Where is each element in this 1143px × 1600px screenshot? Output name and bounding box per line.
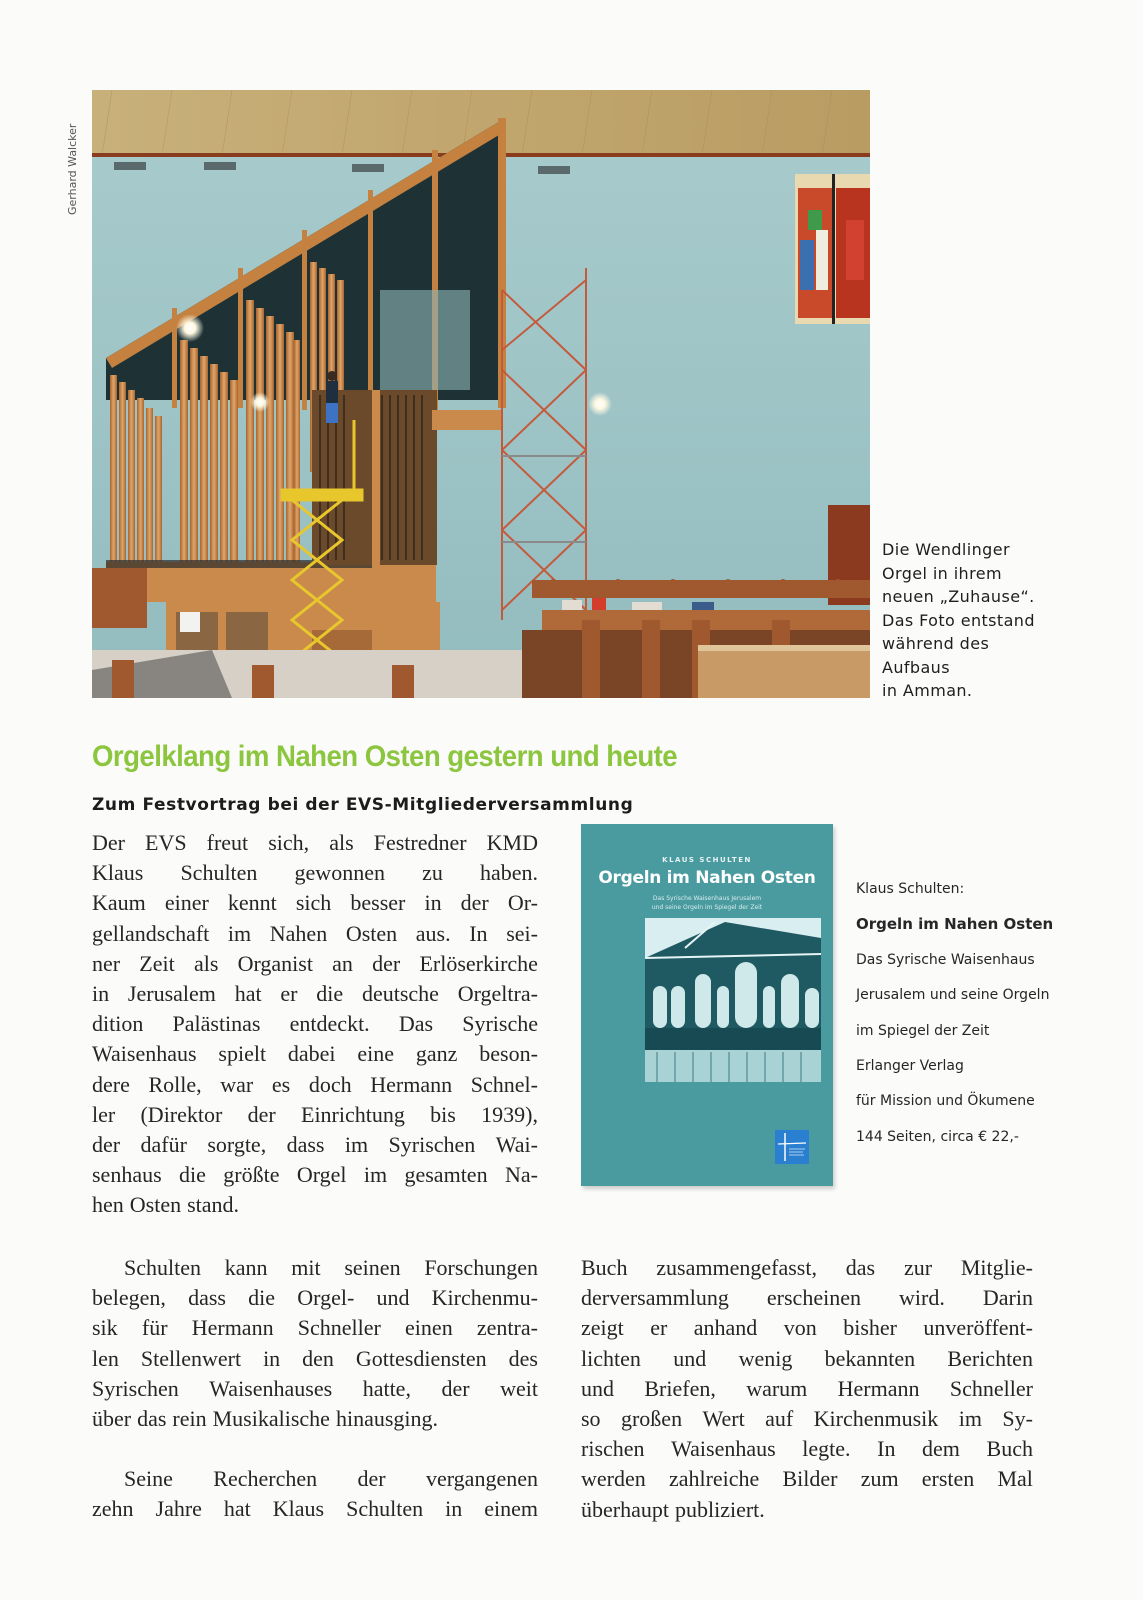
word: zusammengefasst, [656,1255,817,1280]
word: bisher [843,1315,897,1341]
word: Schnel- [470,1071,538,1097]
text-line [92,1344,538,1374]
word: sich, [268,830,310,855]
word: Erlöserkirche [419,950,538,976]
word: hatte, [362,1375,411,1401]
word: Syrischen [388,1132,476,1158]
word: Rolle, [148,1071,202,1097]
word: Darin [982,1285,1033,1311]
word: Briefen, [644,1375,716,1401]
word: deutsche [361,981,439,1007]
word: senhaus [92,1162,162,1188]
word: über [92,1406,132,1432]
text-line [92,949,538,979]
word: das [137,1406,167,1432]
word: Stellenwert [140,1345,242,1371]
word: dem [922,1436,960,1462]
book-info-author: Klaus Schulten: [856,881,965,897]
word: dass [188,1285,226,1311]
word: es [271,1071,291,1097]
word: die [316,981,344,1007]
word: zehn [92,1496,134,1522]
word: In [469,920,488,946]
book-cover-organ-image [645,918,821,1082]
word: Orgel- [297,1285,355,1311]
word: Einrichtung [301,1101,405,1127]
word: Schneller [949,1375,1033,1401]
caption-line: in Amman. [882,681,973,700]
word: in [92,981,110,1007]
word: Jahre [155,1496,202,1522]
word: sik [92,1315,118,1341]
word: weit [500,1375,538,1401]
word: großen [620,1406,683,1432]
word: bekannten [824,1345,916,1371]
word: größte [223,1162,280,1188]
text-line [92,828,538,858]
word: dabei [287,1041,336,1067]
word: sei- [506,920,538,946]
text-line [92,979,538,1009]
word: war [220,1071,254,1097]
word: im [363,1162,388,1188]
word: überhaupt [581,1496,669,1522]
word: der [92,1132,121,1158]
word: die [179,1162,206,1188]
book-cover [581,824,833,1186]
word: dass [286,1132,325,1158]
text-line [92,1404,538,1434]
word: Sy- [1002,1406,1033,1432]
word: in [445,1496,463,1522]
text-line [92,858,538,888]
word: besser [350,890,406,916]
word: rischen [581,1436,645,1462]
word: Bilder [782,1466,838,1492]
word: werden [581,1466,646,1492]
word: er [650,1315,668,1341]
caption-line: während des [882,634,990,653]
word: Syrische [462,1011,538,1037]
word: gellandschaft [92,920,210,946]
word: Na- [504,1162,538,1188]
word: stand. [187,1192,240,1218]
word: ersten [921,1466,975,1492]
word: gesamten [404,1162,488,1188]
word: des [508,1345,538,1371]
word: ler [92,1101,116,1127]
word: len [92,1345,119,1371]
word: zentra- [476,1315,538,1341]
article-subheadline: Zum Festvortrag bei der EVS-Mitgliederversammlung [92,795,634,815]
text-line [92,888,538,918]
word: doch [308,1071,352,1097]
book-cover-author: KLAUS SCHULTEN [662,856,752,864]
word: Mitglie- [960,1255,1033,1280]
text-line [92,1374,538,1404]
text-line [581,1344,1033,1374]
text-line [92,919,538,949]
text-line [581,1374,1033,1404]
word: Der [92,830,125,855]
word: Wert [702,1406,745,1432]
word: Palästinas [172,1011,261,1037]
caption-line: Das Foto entstand [882,610,1035,630]
text-line [92,1190,538,1220]
text-line [581,1283,1033,1313]
cardboard-box [698,645,870,698]
word: die [248,1285,276,1311]
word: Hermann [191,1315,274,1341]
book-cover-subtitle-line: und seine Orgeln im Spiegel der Zeit [651,904,763,911]
word: KMD [486,830,538,855]
word: aus. [415,920,451,946]
book-info-publisher: Erlanger Verlag [856,1058,964,1075]
book-info [856,872,1096,1155]
word: hen [92,1192,124,1218]
text-line [92,1039,538,1069]
word: zahlreiche [668,1466,760,1492]
word: belegen, [92,1285,166,1311]
word: Musikalische [212,1406,330,1432]
text-line [581,1404,1033,1434]
word: auf [765,1406,794,1432]
text-line [92,1070,538,1100]
paragraph-3-continued [581,1253,1033,1525]
word: der [441,1375,470,1401]
word: hinausging. [335,1406,439,1432]
word: der [247,1101,276,1127]
word: einer [164,890,209,916]
text-line [581,1495,1033,1525]
article-headline: Orgelklang im Nahen Osten gestern und heute [92,740,678,773]
word: spielt [218,1041,267,1067]
word: dition [92,1011,144,1037]
text-line [92,1494,538,1524]
word: der [460,890,489,916]
word: publiziert. [674,1496,765,1522]
word: dere [92,1071,130,1097]
text-line [92,1253,538,1283]
paragraph-2 [92,1253,538,1434]
word: Schulten [180,860,258,886]
word: Das [398,1011,434,1037]
word: der [372,950,401,976]
word: Kirchenmu- [431,1285,538,1311]
organ-photo-illustration [92,90,870,698]
paragraph-1 [92,828,538,1221]
text-line [92,1160,538,1190]
word: Jerusalem [127,981,216,1007]
word: das [845,1255,876,1280]
word: einen [405,1315,453,1341]
word: unveröffent- [923,1315,1033,1341]
organ-photo [92,90,870,698]
word: Berichten [947,1345,1033,1371]
word: Orgeltra- [457,981,538,1007]
stained-glass-window [795,174,870,324]
word: seinen [344,1255,401,1280]
text-line [92,1313,538,1343]
word: für [141,1315,168,1341]
paragraph-3 [92,1464,538,1524]
text-line [92,1130,538,1160]
word: Osten [129,1192,182,1218]
word: und [673,1345,707,1371]
word: haben. [479,860,538,886]
text-line [92,1464,538,1494]
book-cover-subtitle-line: Das Syrische Waisenhaus Jerusalem [652,895,762,902]
word: zeigt [581,1315,624,1341]
word: Orgel [296,1162,347,1188]
word: an [332,950,353,976]
word: Seine [124,1466,173,1491]
book-cover-subtitle [581,894,833,912]
word: beson- [479,1041,538,1067]
text-line [581,1253,1033,1283]
word: kennt [227,890,277,916]
publisher-cross-logo-icon [775,1130,809,1164]
word: von [783,1315,817,1341]
word: Schulten [346,1496,424,1522]
word: als [193,950,219,976]
word: lichten [581,1345,641,1371]
book-info-publisher: für Mission und Ökumene [856,1093,1035,1110]
word: in [263,1345,281,1371]
word: der [357,1466,386,1491]
word: warum [746,1375,808,1401]
word: und [581,1375,614,1401]
word: Nahen [269,920,328,946]
word: hat [223,1496,251,1522]
word: EVS [145,830,187,855]
word: Zeit [139,950,175,976]
word: Schneller [297,1315,381,1341]
word: so [581,1406,601,1432]
word: Klaus [92,860,144,886]
word: Gottesdiensten [355,1345,487,1371]
book-info-subtitle: Jerusalem und seine Orgeln [856,987,1050,1004]
book-info-subtitle: Das Syrische Waisenhaus [856,951,1035,968]
word: Kaum [92,890,146,916]
word: anhand [693,1315,758,1341]
word: Waisenhaus [671,1436,776,1462]
text-line [92,1100,538,1130]
caption-line: neuen „Zuhause“. [882,587,1035,606]
word: den [302,1345,334,1371]
word: im [227,920,252,946]
word: Waisenhaus [92,1041,197,1067]
word: er [280,981,298,1007]
word: ganz [415,1041,458,1067]
word: ner [92,950,121,976]
word: Buch [986,1436,1033,1462]
photo-credit: Gerhard Walcker [66,123,79,215]
word: 1939), [481,1101,538,1127]
word: Hermann [837,1375,920,1401]
word: mit [291,1255,321,1280]
word: derversammlung [581,1285,729,1311]
word: Waisenhauses [209,1375,333,1401]
word: entdeckt. [289,1011,370,1037]
word: hat [234,981,262,1007]
word: Kirchenmusik [813,1406,939,1432]
word: im [344,1132,369,1158]
word: Klaus [272,1496,325,1522]
text-line [92,1009,538,1039]
word: In [877,1436,896,1462]
word: vergangenen [425,1466,538,1491]
word: Forschungen [424,1255,538,1280]
word: sorgte, [207,1132,267,1158]
text-line [581,1464,1033,1494]
book-info-title: Orgeln im Nahen Osten [856,915,1054,934]
word: dafür [140,1132,187,1158]
word: zum [860,1466,899,1492]
word: Recherchen [213,1466,318,1491]
word: Hermann [370,1071,453,1097]
word: sich [295,890,332,916]
word: Or- [507,890,538,916]
word: und [376,1285,410,1311]
word: erscheinen [766,1285,861,1311]
photo-caption [882,538,1092,703]
word: zur [903,1255,933,1280]
book-cover-title: Orgeln im Nahen Osten [598,868,816,888]
word: als [329,830,354,855]
caption-line: Die Wendlinger [882,540,1010,559]
word: Buch [581,1255,628,1280]
word: einem [484,1496,538,1522]
word: Osten [345,920,398,946]
text-line [581,1434,1033,1464]
word: Wai- [495,1132,538,1158]
word: freut [206,830,249,855]
word: in [424,890,442,916]
word: gewonnen [294,860,385,886]
book-info-details: 144 Seiten, circa € 22,- [856,1128,1019,1145]
word: im [958,1406,982,1432]
caption-line: Orgel in ihrem [882,563,1002,583]
caption-line: Aufbaus [882,657,950,677]
word: Syrischen [92,1375,179,1401]
word: bis [430,1101,456,1127]
word: legte. [802,1436,851,1462]
word: Schulten [124,1255,201,1280]
text-line [92,1283,538,1313]
word: wird. [899,1285,945,1311]
word: Mal [997,1466,1033,1492]
word: zu [422,860,443,886]
word: Organist [237,950,313,976]
word: (Direktor [140,1101,223,1127]
word: Festredner [373,830,467,855]
word: wenig [738,1345,793,1371]
text-line [581,1313,1033,1343]
word: eine [357,1041,395,1067]
book-info-subtitle: im Spiegel der Zeit [856,1022,990,1039]
word: kann [224,1255,268,1280]
word: rein [172,1406,207,1432]
